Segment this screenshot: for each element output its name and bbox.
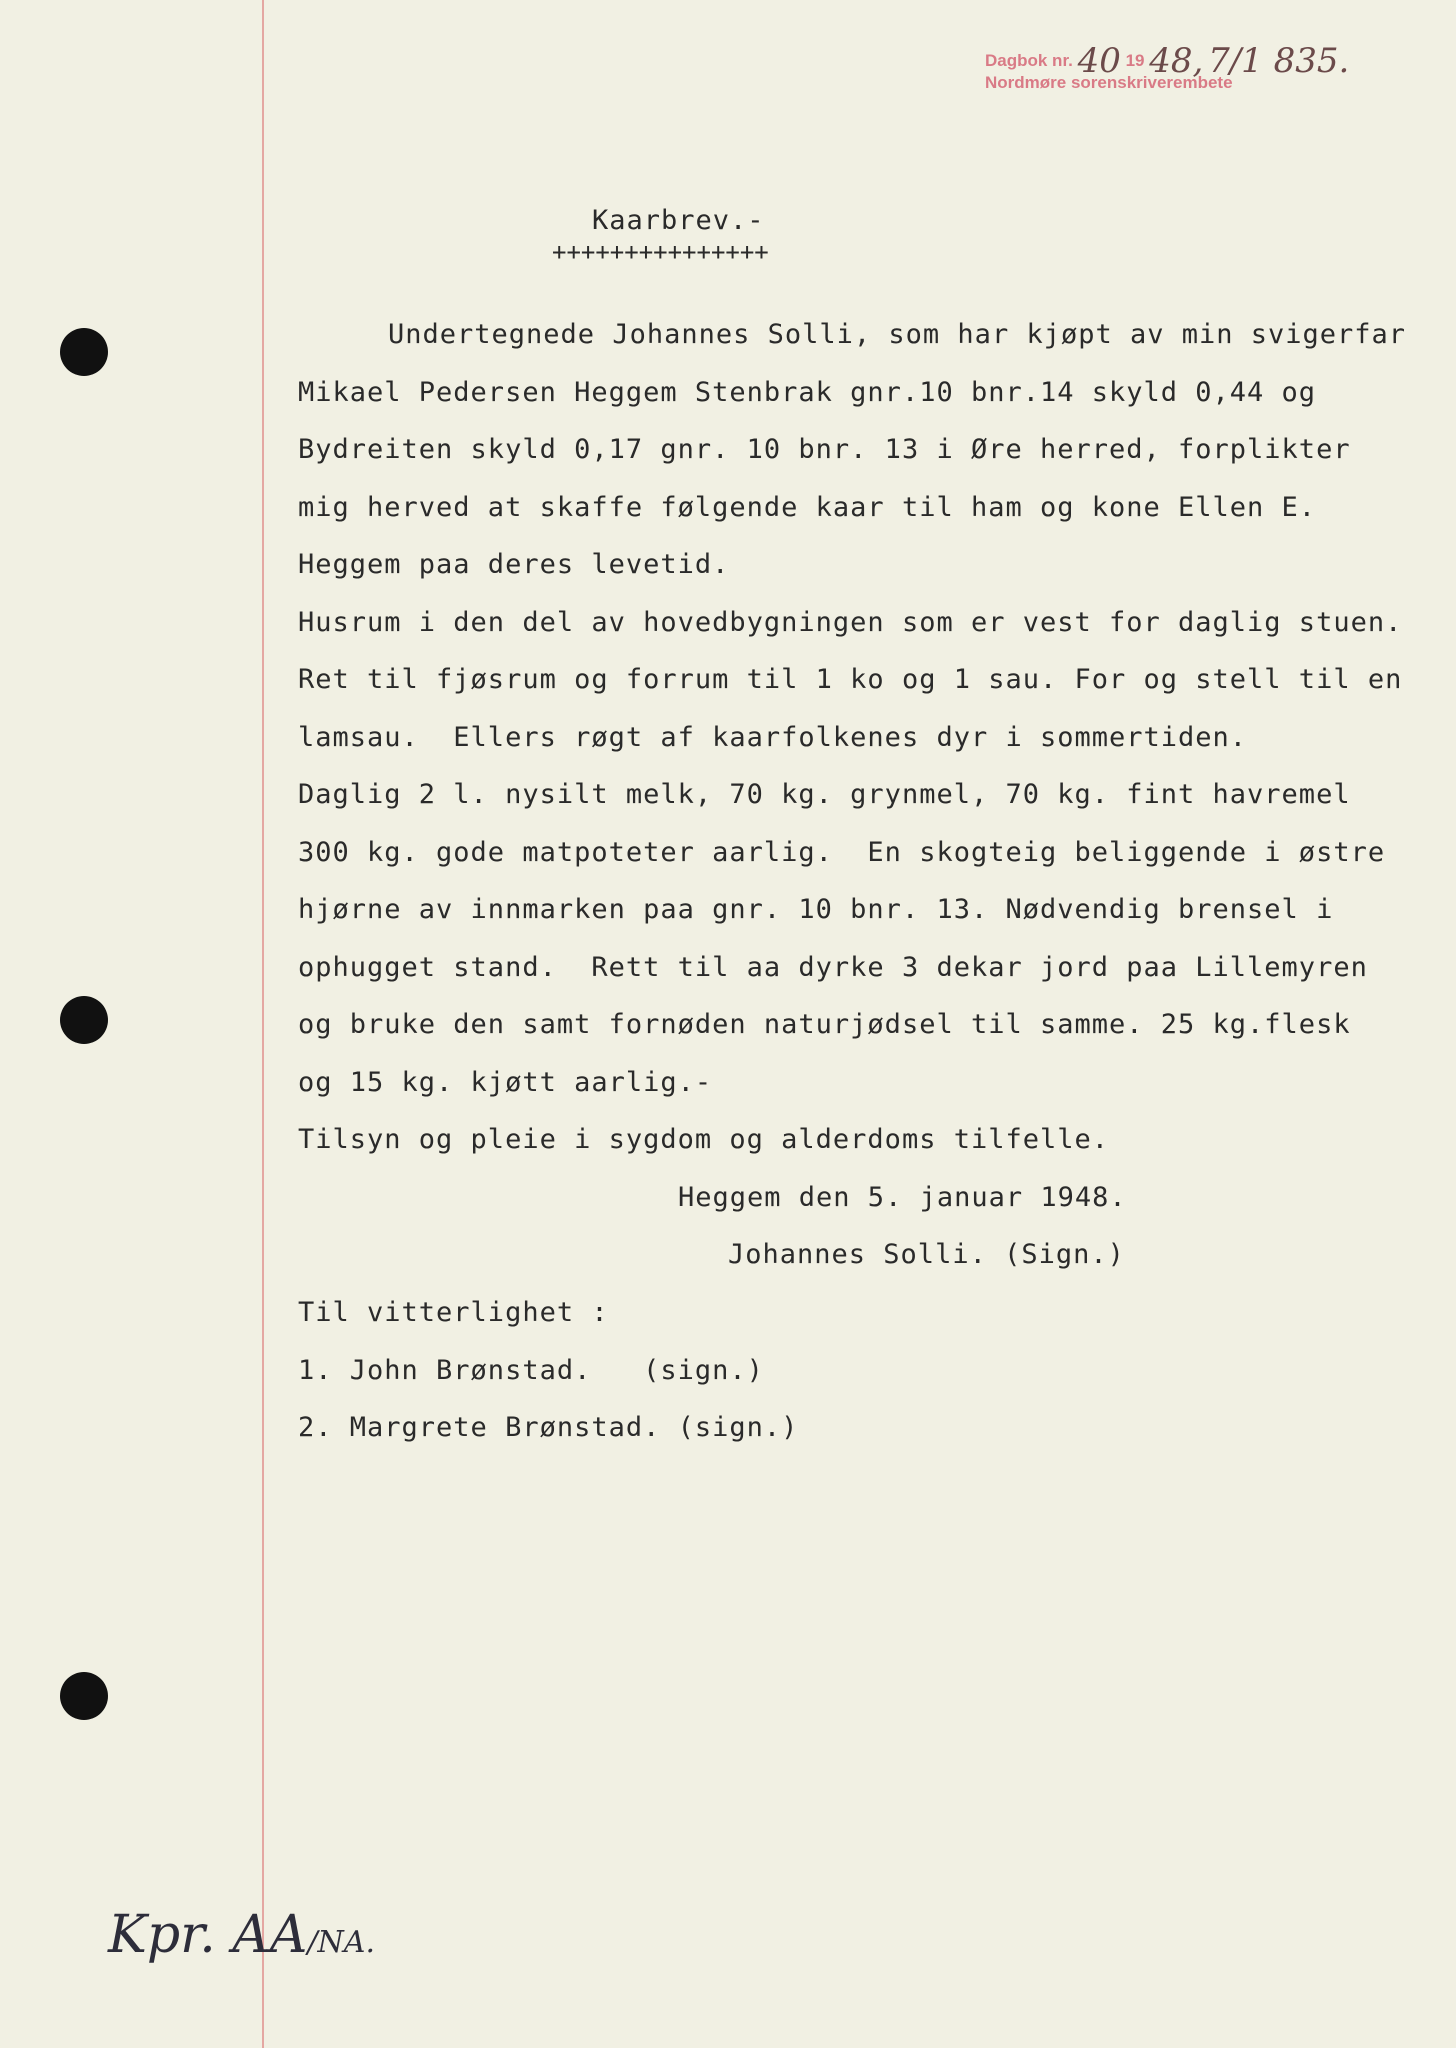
body-line: Daglig 2 l. nysilt melk, 70 kg. grynmel, 70 kg. fint havremel <box>298 779 1351 810</box>
body-line: Husrum i den del av hovedbygningen som er vest for daglig stuen. <box>298 606 1403 638</box>
body-line: mig herved at skaffe følgende kaar til ham og kone Ellen E. <box>298 491 1317 523</box>
body-line: Heggem paa deres levetid. <box>298 549 730 580</box>
title-underline: +++++++++++++++ <box>552 238 769 266</box>
stamp-number: 40 <box>1077 41 1121 81</box>
stamp-date: 7/1 835. <box>1208 41 1350 81</box>
registry-stamp: Dagbok nr. 40 19 48, 7/1 835. Nordmøre sorenskriverembete <box>985 41 1350 92</box>
body-line: Ret til fjøsrum og forrum til 1 ko og 1 sau. For og stell til en <box>298 664 1403 695</box>
red-margin-line <box>262 0 264 2048</box>
body-line: og 15 kg. kjøtt aarlig.- <box>298 1066 713 1098</box>
punch-hole <box>60 328 108 376</box>
place-date: Heggem den 5. januar 1948. <box>678 1181 1127 1213</box>
body-line: 300 kg. gode matpoteter aarlig. En skogteig beliggende i østre <box>298 836 1386 868</box>
body-line: Undertegnede Johannes Solli, som har kjøpt av min svigerfar <box>388 319 1407 350</box>
document-title: Kaarbrev.- <box>592 205 765 236</box>
punch-hole <box>60 996 108 1044</box>
body-line: Bydreiten skyld 0,17 gnr. 10 bnr. 13 i Øre herred, forplikter <box>298 434 1351 465</box>
punch-hole <box>60 1672 108 1720</box>
body-line: Mikael Pedersen Heggem Stenbrak gnr.10 bnr.14 skyld 0,44 og <box>298 376 1317 408</box>
body-line: og bruke den samt fornøden naturjødsel til samme. 25 kg.flesk <box>298 1009 1351 1040</box>
body-line: Tilsyn og pleie i sygdom og alderdoms tilfelle. <box>298 1124 1110 1155</box>
stamp-office: Nordmøre sorenskriverembete <box>985 73 1233 92</box>
witness-line: 2. Margrete Brønstad. (sign.) <box>298 1412 799 1443</box>
body-line: ophugget stand. Rett til aa dyrke 3 dekar jord paa Lillemyren <box>298 951 1368 983</box>
witness-block <box>298 1284 798 1457</box>
stamp-year-prefix: 19 <box>1125 51 1145 70</box>
stamp-label: Dagbok nr. <box>985 51 1073 70</box>
margin-handwritten-note <box>108 1905 375 1965</box>
body-line: hjørne av innmarken paa gnr. 10 bnr. 13. Nødvendig brensel i <box>298 894 1334 925</box>
margin-note-main: Kpr. AA <box>108 1905 308 1965</box>
body-line: lamsau. Ellers røgt af kaarfolkenes dyr i sommertiden. <box>298 721 1248 753</box>
stamp-year: 48 <box>1149 41 1193 81</box>
signature-line: Johannes Solli. (Sign.) <box>728 1239 1125 1270</box>
document-body <box>298 306 1418 1284</box>
witness-line: 1. John Brønstad. (sign.) <box>298 1354 764 1386</box>
margin-note-suffix: /NA. <box>307 1925 376 1960</box>
witness-heading: Til vitterlighet : <box>298 1297 609 1328</box>
